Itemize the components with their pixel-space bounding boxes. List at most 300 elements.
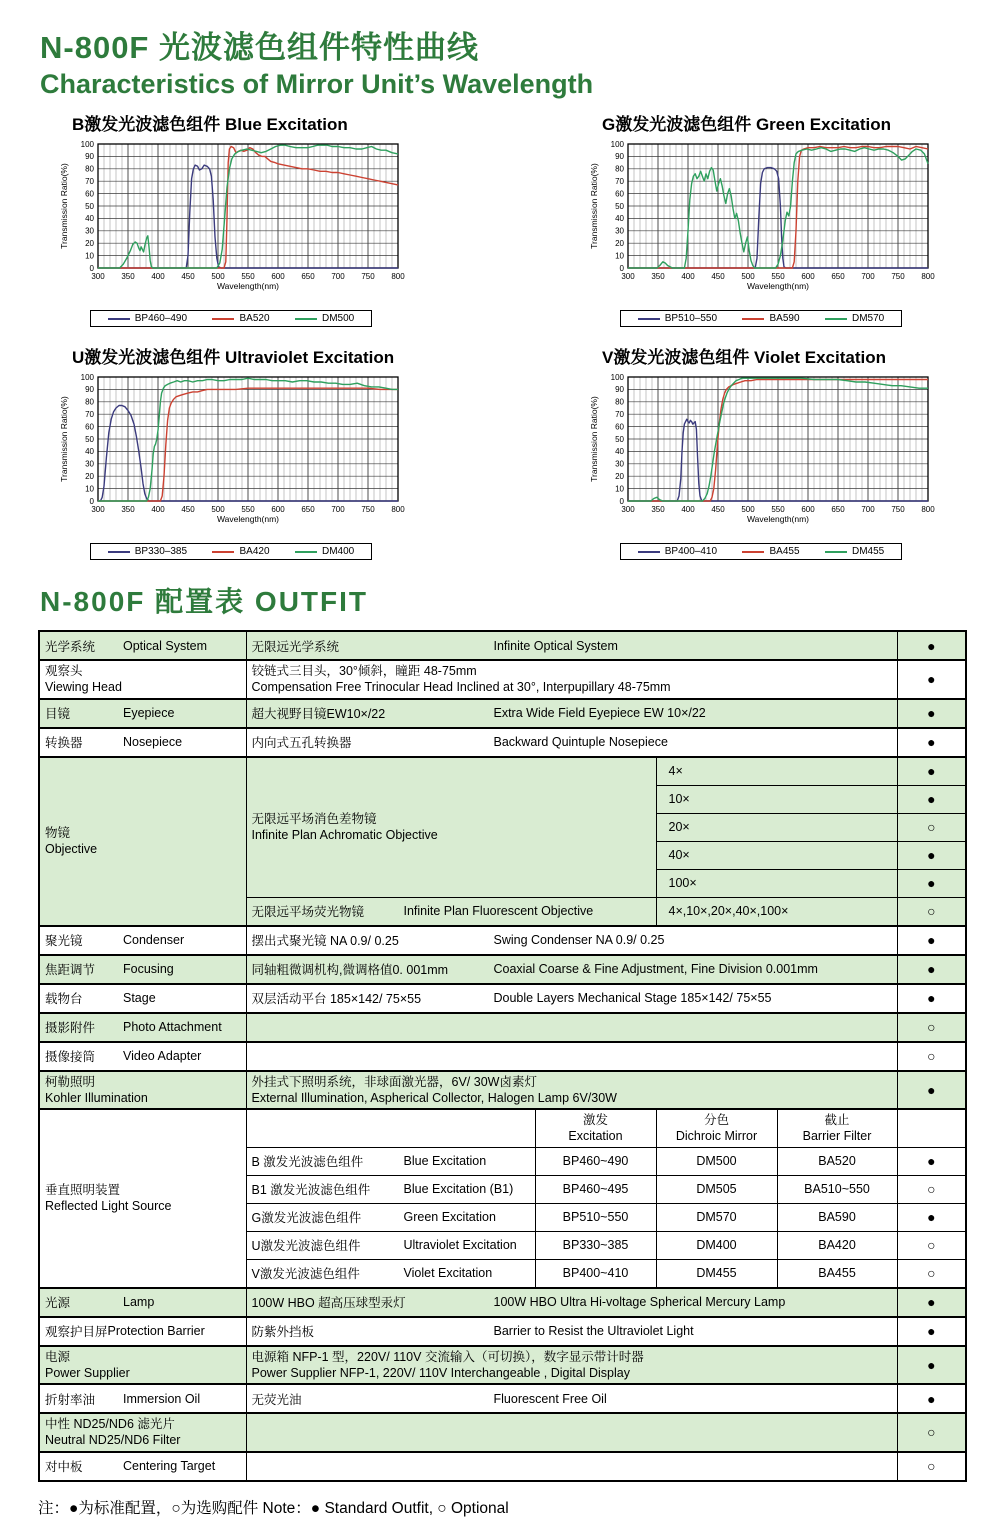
text-en: Power Supplier: [45, 1365, 130, 1380]
svg-text:70: 70: [85, 410, 94, 419]
legend-item: [108, 546, 187, 557]
standard-dot: ●: [927, 1081, 936, 1098]
legend-line-swatch: [295, 551, 317, 553]
table-cell: [897, 757, 966, 786]
svg-text:100: 100: [610, 372, 624, 382]
svg-text:700: 700: [331, 272, 345, 281]
text-zh: 摄像接筒: [45, 1050, 96, 1064]
table-row: [39, 660, 966, 699]
svg-text:60: 60: [85, 189, 94, 199]
svg-text:90: 90: [615, 385, 624, 395]
svg-text:80: 80: [615, 164, 624, 174]
table-row: [39, 955, 966, 984]
page: [0, 22, 990, 1520]
text-zh: 摄影附件: [45, 1021, 96, 1035]
cell-content: [45, 989, 241, 1007]
legend-line-swatch: [638, 551, 660, 553]
svg-text:80: 80: [85, 397, 94, 407]
cell-content: [252, 1293, 892, 1311]
svg-text:500: 500: [211, 272, 225, 281]
svg-text:60: 60: [85, 422, 94, 432]
text-zh: 无限远平场消色差物镜: [251, 811, 377, 826]
chart-title: V激发光波滤色组件 Violet Excitation: [602, 348, 887, 367]
table-cell: [246, 631, 897, 660]
text-zh: 无荧光油: [251, 1392, 302, 1407]
table-cell: [39, 757, 246, 926]
text-zh: 超大视野目镜EW10×/22: [251, 707, 386, 721]
text-en: External Illumination, Aspherical Collector, Halogen Lamp 6V/30W: [251, 1090, 617, 1105]
text-zh: G激发光波滤色组件: [251, 1211, 362, 1225]
table-cell: [39, 1317, 246, 1346]
svg-text:0: 0: [89, 496, 94, 506]
text-zh: V激发光波滤色组件: [251, 1267, 360, 1281]
text-en: Objective: [45, 842, 98, 856]
chart-legend: [90, 543, 372, 560]
legend-item: [638, 313, 717, 324]
standard-dot: ●: [927, 637, 936, 654]
legend-label: BA590: [769, 313, 800, 324]
cell-text: 20×: [668, 820, 690, 834]
text-zh: 截止: [824, 1113, 850, 1127]
svg-text:20: 20: [615, 472, 624, 481]
page-header: [40, 22, 990, 100]
cell-text: BP460~490: [562, 1154, 629, 1168]
cell-content: [252, 733, 892, 751]
table-cell: [246, 699, 897, 728]
table-cell: [777, 1231, 897, 1259]
table-cell: [897, 1259, 966, 1288]
chart-plot: [58, 137, 406, 303]
cell-text: BA420: [818, 1238, 856, 1252]
table-cell: [246, 926, 897, 955]
optional-dot: ○: [927, 903, 936, 919]
cell-content: [45, 1416, 241, 1449]
standard-dot: ●: [927, 847, 936, 863]
standard-dot: ●: [927, 1294, 936, 1310]
legend-label: DM500: [321, 313, 355, 324]
table-cell: [897, 1413, 966, 1452]
table-cell: [246, 757, 656, 898]
legend-label: BP400–410: [664, 546, 718, 557]
text-zh: 无限远光学系统: [251, 639, 340, 654]
svg-text:600: 600: [271, 505, 285, 514]
chart-violet-excitation: [588, 343, 936, 560]
legend-item: [742, 546, 799, 557]
text-en: Focusing: [123, 962, 174, 976]
text-en: Barrier to Resist the Ultraviolet Light: [493, 1324, 694, 1338]
standard-dot: ●: [927, 990, 936, 1006]
table-cell: [656, 813, 897, 841]
standard-dot: ●: [927, 1390, 936, 1407]
legend-item: [212, 313, 269, 324]
table-cell: [246, 1317, 897, 1346]
table-cell: [897, 728, 966, 757]
svg-text:20: 20: [85, 472, 94, 481]
cell-text: BA590: [818, 1210, 856, 1224]
svg-text:0: 0: [89, 263, 94, 273]
table-cell: [897, 1013, 966, 1042]
cell-content: [252, 1322, 892, 1340]
table-cell: [897, 631, 966, 660]
svg-text:30: 30: [85, 459, 94, 469]
text-en: Excitation: [568, 1129, 623, 1144]
svg-text:500: 500: [211, 505, 225, 514]
svg-text:40: 40: [615, 447, 624, 457]
text-en: Protection Barrier: [107, 1324, 205, 1338]
svg-text:Transmission Ratio(%): Transmission Ratio(%): [59, 396, 69, 482]
text-en: Fluorescent Free Oil: [493, 1391, 607, 1406]
cell-content: [45, 733, 241, 751]
chart-ultraviolet-excitation: [58, 343, 406, 560]
cell-text: DM500: [696, 1154, 737, 1168]
table-row: [39, 1109, 966, 1147]
cell-content: [45, 1390, 241, 1408]
text-zh: 观察头: [45, 664, 83, 678]
cell-text: 4×,10×,20×,40×,100×: [668, 904, 789, 918]
cell-text: BP330~385: [562, 1238, 629, 1252]
cell-text: BA510~550: [804, 1182, 870, 1196]
standard-dot: ●: [927, 932, 936, 948]
legend-line-swatch: [638, 318, 660, 320]
legend-item: [825, 313, 884, 324]
table-cell: [897, 841, 966, 869]
svg-text:650: 650: [831, 272, 845, 281]
svg-text:70: 70: [615, 177, 624, 186]
legend-label: BP460–490: [134, 313, 188, 324]
legend-line-swatch: [825, 551, 847, 553]
table-row: [39, 728, 966, 757]
table-cell: [246, 1071, 897, 1110]
table-cell: [39, 1384, 246, 1413]
svg-text:800: 800: [391, 272, 405, 281]
text-en: Immersion Oil: [123, 1391, 201, 1406]
optional-dot: ○: [927, 1181, 936, 1197]
text-en: Nosepiece: [123, 735, 183, 749]
svg-text:Wavelength(nm): Wavelength(nm): [746, 514, 810, 524]
table-cell: [246, 1203, 535, 1231]
table-cell: [39, 1013, 246, 1042]
svg-text:60: 60: [615, 422, 624, 432]
cell-content: [252, 1349, 892, 1382]
svg-text:800: 800: [391, 505, 405, 514]
svg-text:550: 550: [771, 505, 785, 514]
table-cell: [897, 1175, 966, 1203]
svg-text:750: 750: [891, 272, 905, 281]
svg-text:20: 20: [85, 239, 94, 248]
svg-text:90: 90: [85, 152, 94, 162]
table-cell: [897, 926, 966, 955]
text-zh: 100W HBO 超高压球型汞灯: [251, 1296, 406, 1310]
svg-text:600: 600: [271, 272, 285, 281]
table-cell: [656, 1175, 777, 1203]
svg-text:100: 100: [80, 139, 94, 149]
cell-content: [45, 1074, 241, 1107]
table-cell: [246, 660, 897, 699]
text-en: Green Excitation: [403, 1210, 496, 1224]
table-cell: [897, 869, 966, 897]
text-zh: 中性 ND25/ND6 滤光片: [45, 1417, 175, 1431]
text-en: Eyepiece: [123, 706, 175, 720]
cell-content: [252, 1152, 530, 1170]
svg-text:40: 40: [85, 447, 94, 457]
text-zh: 内向式五孔转换器: [251, 736, 352, 750]
table-cell: [39, 1042, 246, 1071]
optional-dot: ○: [927, 1265, 936, 1281]
svg-text:350: 350: [121, 272, 135, 281]
cell-text: BA520: [818, 1154, 856, 1168]
cell-content: [252, 1264, 530, 1282]
table-cell: [246, 1109, 535, 1147]
legend-item: [108, 313, 187, 324]
svg-text:650: 650: [301, 272, 315, 281]
table-cell: [656, 1147, 777, 1175]
table-row: [39, 1413, 966, 1452]
text-zh: 光源: [45, 1296, 71, 1310]
optional-dot: ○: [927, 1424, 936, 1441]
legend-line-swatch: [108, 318, 130, 320]
text-zh: 载物台: [45, 992, 83, 1006]
table-cell: [897, 1042, 966, 1071]
svg-text:50: 50: [615, 434, 624, 444]
text-zh: B 激发光波滤色组件: [251, 1155, 364, 1169]
text-zh: 目镜: [45, 707, 71, 721]
cell-content: [45, 1047, 241, 1065]
optional-dot: ○: [927, 1237, 936, 1253]
chart-green-excitation: [588, 110, 936, 327]
legend-line-swatch: [212, 318, 234, 320]
footnote: 注：●为标准配置，○为选购配件 Note：● Standard Outfit, ○ Optional: [38, 1499, 509, 1517]
text-zh: 垂直照明装置: [45, 1183, 121, 1197]
text-en: Barrier Filter: [802, 1129, 872, 1144]
svg-text:600: 600: [801, 505, 815, 514]
cell-content: [45, 1349, 241, 1382]
cell-text: 40×: [668, 848, 690, 862]
table-cell: [897, 785, 966, 813]
svg-text:Wavelength(nm): Wavelength(nm): [216, 514, 280, 524]
legend-line-swatch: [742, 318, 764, 320]
svg-text:650: 650: [301, 505, 315, 514]
text-en: Reflected Light Source: [45, 1199, 172, 1214]
table-cell: [246, 955, 897, 984]
cell-text: DM570: [696, 1210, 737, 1224]
text-zh: 柯勒照明: [45, 1074, 96, 1089]
table-cell: [897, 1384, 966, 1413]
table-cell: [246, 1175, 535, 1203]
table-cell: [246, 1288, 897, 1317]
text-en: Lamp: [123, 1295, 155, 1309]
table-cell: [656, 785, 897, 813]
cell-content: [45, 663, 241, 696]
text-en: Blue Excitation: [403, 1154, 487, 1168]
table-cell: [656, 1259, 777, 1288]
svg-text:40: 40: [85, 214, 94, 224]
legend-item: [638, 546, 717, 557]
svg-text:700: 700: [861, 272, 875, 281]
svg-text:450: 450: [711, 505, 725, 514]
cell-text: DM400: [696, 1238, 737, 1252]
table-cell: [656, 1203, 777, 1231]
legend-label: BP510–550: [664, 313, 718, 324]
text-en: Power Supplier NFP-1, 220V/ 110V Interchangeable , Digital Display: [251, 1365, 630, 1380]
legend-item: [295, 313, 354, 324]
legend-line-swatch: [212, 551, 234, 553]
table-cell: [897, 1147, 966, 1175]
optional-dot: ○: [927, 1019, 936, 1035]
table-cell: [39, 1413, 246, 1452]
text-zh: 观察护目屏: [45, 1325, 108, 1339]
table-cell: [535, 1147, 656, 1175]
table-row: [39, 1013, 966, 1042]
text-en: Coaxial Coarse & Fine Adjustment, Fine Division 0.001mm: [493, 962, 818, 976]
chart-legend: [620, 310, 902, 327]
svg-text:30: 30: [615, 459, 624, 469]
table-row: [39, 699, 966, 728]
text-en: Optical System: [123, 638, 208, 653]
legend-line-swatch: [295, 318, 317, 320]
text-zh: 电源箱 NFP-1 型，220V/ 110V 交流输入（可切换），数字显示带计时器: [251, 1349, 644, 1364]
chart-title: U激发光波滤色组件 Ultraviolet Excitation: [72, 348, 395, 367]
standard-dot: ●: [927, 1209, 936, 1225]
text-zh: B1 激发光波滤色组件: [251, 1183, 371, 1197]
table-row: [39, 1384, 966, 1413]
svg-text:70: 70: [615, 410, 624, 419]
text-en: Infinite Plan Fluorescent Objective: [403, 904, 594, 918]
cell-content: [541, 1112, 651, 1145]
text-en: Infinite Optical System: [493, 638, 618, 653]
table-cell: [39, 926, 246, 955]
svg-text:50: 50: [85, 434, 94, 444]
svg-text:750: 750: [361, 505, 375, 514]
cell-content: [783, 1112, 892, 1145]
text-en: Kohler Illumination: [45, 1090, 148, 1105]
standard-dot: ●: [927, 791, 936, 807]
chart-blue-excitation: [58, 110, 406, 327]
table-cell: [246, 1346, 897, 1385]
table-cell: [39, 1109, 246, 1288]
text-zh: 分色: [703, 1113, 729, 1127]
svg-text:60: 60: [615, 189, 624, 199]
legend-item: [295, 546, 354, 557]
chart-legend: [90, 310, 372, 327]
table-cell: [897, 660, 966, 699]
table-cell: [246, 984, 897, 1013]
table-cell: [897, 984, 966, 1013]
svg-text:70: 70: [85, 177, 94, 186]
cell-content: [252, 1208, 530, 1226]
svg-text:20: 20: [615, 239, 624, 248]
table-cell: [39, 699, 246, 728]
table-cell: [246, 897, 656, 926]
text-en: Blue Excitation (B1): [403, 1182, 514, 1196]
legend-label: BP330–385: [134, 546, 188, 557]
text-zh: 同轴粗微调机构,微调格值0. 001mm: [251, 963, 449, 977]
table-cell: [246, 1259, 535, 1288]
optional-dot: ○: [927, 1458, 936, 1474]
text-zh: 铰链式三目头，30°倾斜，瞳距 48-75mm: [251, 664, 477, 678]
table-cell: [39, 1071, 246, 1110]
cell-text: 4×: [668, 764, 683, 778]
legend-line-swatch: [742, 551, 764, 553]
svg-text:600: 600: [801, 272, 815, 281]
legend-label: DM455: [851, 546, 885, 557]
svg-text:350: 350: [121, 505, 135, 514]
svg-text:0: 0: [619, 263, 624, 273]
text-zh: 转换器: [45, 736, 83, 750]
svg-text:700: 700: [861, 505, 875, 514]
table-row: [39, 757, 966, 786]
table-row: [39, 1042, 966, 1071]
legend-label: DM400: [321, 546, 355, 557]
table-cell: [656, 869, 897, 897]
table-cell: [246, 1042, 897, 1071]
table-cell: [246, 1231, 535, 1259]
cell-text: BP510~550: [562, 1210, 629, 1224]
cell-content: [45, 1293, 241, 1311]
table-row: [39, 1452, 966, 1481]
table-cell: [39, 660, 246, 699]
svg-text:650: 650: [831, 505, 845, 514]
svg-text:50: 50: [615, 201, 624, 211]
svg-text:300: 300: [91, 272, 105, 281]
svg-text:300: 300: [621, 272, 635, 281]
table-cell: [777, 1259, 897, 1288]
text-en: Neutral ND25/ND6 Filter: [45, 1433, 181, 1448]
table-row: [39, 926, 966, 955]
table-cell: [897, 1346, 966, 1385]
table-cell: [897, 1231, 966, 1259]
legend-item: [212, 546, 269, 557]
svg-text:40: 40: [615, 214, 624, 224]
svg-text:800: 800: [921, 272, 935, 281]
table-cell: [777, 1203, 897, 1231]
svg-text:350: 350: [651, 505, 665, 514]
table-row: [39, 631, 966, 660]
text-en: Centering Target: [123, 1459, 216, 1473]
standard-dot: ●: [927, 671, 936, 688]
text-zh: 外挂式下照明系统，非球面激光器，6V/ 30W卤素灯: [251, 1074, 537, 1089]
text-zh: 焦距调节: [45, 963, 96, 977]
svg-text:350: 350: [651, 272, 665, 281]
table-cell: [897, 813, 966, 841]
text-en: Condenser: [123, 933, 185, 947]
svg-text:Transmission Ratio(%): Transmission Ratio(%): [589, 396, 599, 482]
table-cell: [39, 631, 246, 660]
cell-content: [252, 931, 892, 949]
table-cell: [39, 955, 246, 984]
svg-text:100: 100: [610, 139, 624, 149]
cell-content: [252, 989, 892, 1007]
svg-text:80: 80: [615, 397, 624, 407]
svg-text:550: 550: [771, 272, 785, 281]
table-cell: [246, 728, 897, 757]
table-cell: [897, 897, 966, 926]
table-cell: [897, 1203, 966, 1231]
charts-grid: [58, 110, 990, 560]
svg-text:400: 400: [681, 505, 695, 514]
table-cell: [246, 1147, 535, 1175]
legend-item: [825, 546, 884, 557]
table-cell: [39, 1288, 246, 1317]
cell-content: [662, 1112, 772, 1145]
svg-text:100: 100: [80, 372, 94, 382]
cell-content: [252, 960, 892, 978]
text-zh: 物镜: [45, 825, 71, 840]
svg-text:550: 550: [241, 505, 255, 514]
cell-content: [45, 1457, 241, 1475]
text-zh: 光学系统: [45, 639, 96, 654]
text-zh: 摆出式聚光镜 NA 0.9/ 0.25: [251, 934, 399, 948]
text-zh: 无限远平场荧光物镜: [251, 905, 365, 919]
